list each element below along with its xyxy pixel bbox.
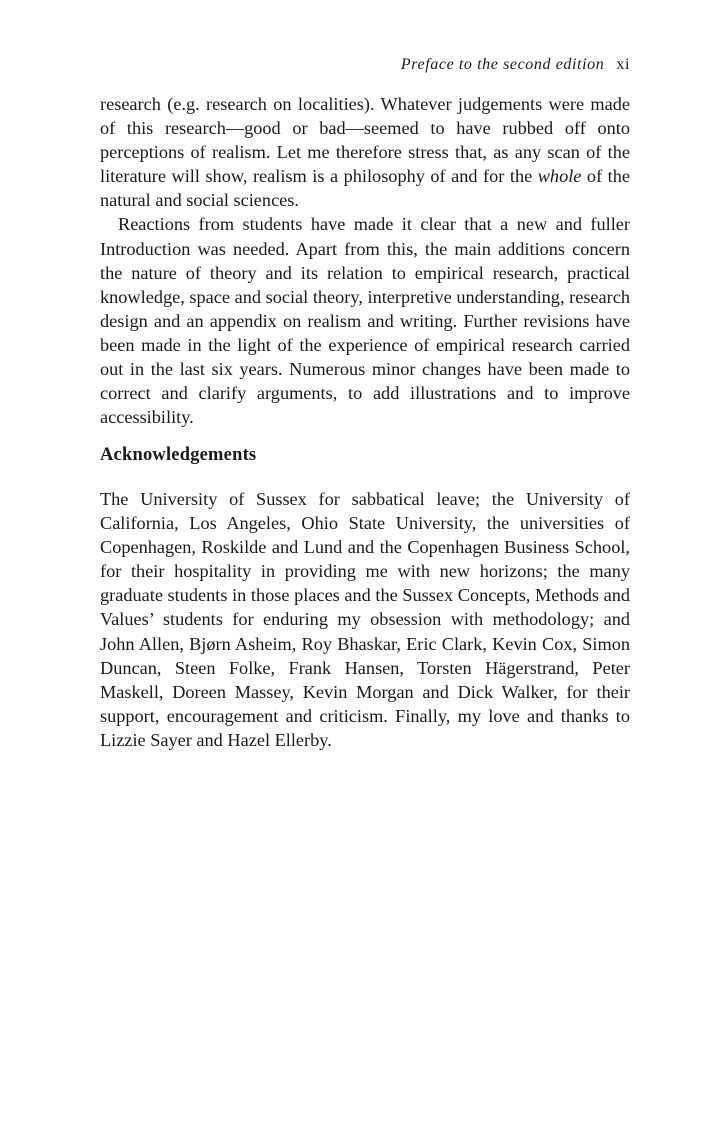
paragraph-continued <box>100 92 630 212</box>
acknowledgements-body <box>100 487 630 752</box>
page-number: xi <box>616 56 630 73</box>
running-head-title: Preface to the second edition <box>400 56 605 73</box>
paragraph-text: of the natural and social sciences. <box>100 166 631 211</box>
section-heading-acknowledgements: Acknowledgements <box>100 445 257 465</box>
paragraph-reactions: Reactions from students have made it clear that a new and fuller Introduction was needed. Apart from this, the main additions concern the nature of theory and its relation to empirical research, practical knowledge, space and social theory, interpretive understanding, research design and an appendix on realism and writing. Further revisions have been made in the light of the experience of empirical research carried out in the last six years. Numerous minor changes have been made to correct and clarify arguments, to add illustrations and to improve accessibility. <box>100 214 630 428</box>
emphasis-text: whole <box>537 166 582 187</box>
paragraph-acknowledgements: The University of Sussex for sabbatical leave; the University of California, Los Angeles, Ohio State University, the universities of Copenhagen, Roskilde and Lund and the Copenhagen Business School, for their hospitality in providing me with new horizons; the many graduate students in those places and the Sussex Concepts, Methods and Values’ students for enduring my obsession with methodology; and John Allen, Bjørn Asheim, Roy Bhaskar, Eric Clark, Kevin Cox, Simon Duncan, Steen Folke, Frank Hansen, Torsten Hägerstrand, Peter Maskell, Doreen Massey, Kevin Morgan and Dick Walker, for their support, encouragement and criticism. Finally, my love and thanks to Lizzie Sayer and Hazel Ellerby. <box>100 489 630 750</box>
preface-body <box>100 92 630 429</box>
paragraph-text: research (e.g. research on localities). Whatever judgements were made of this research—good or bad—seemed to have rubbed off onto perceptions of realism. Let me therefore stress that, as any scan of the literature will show, realism is a philosophy of and for the <box>100 94 630 187</box>
running-head <box>401 56 630 74</box>
